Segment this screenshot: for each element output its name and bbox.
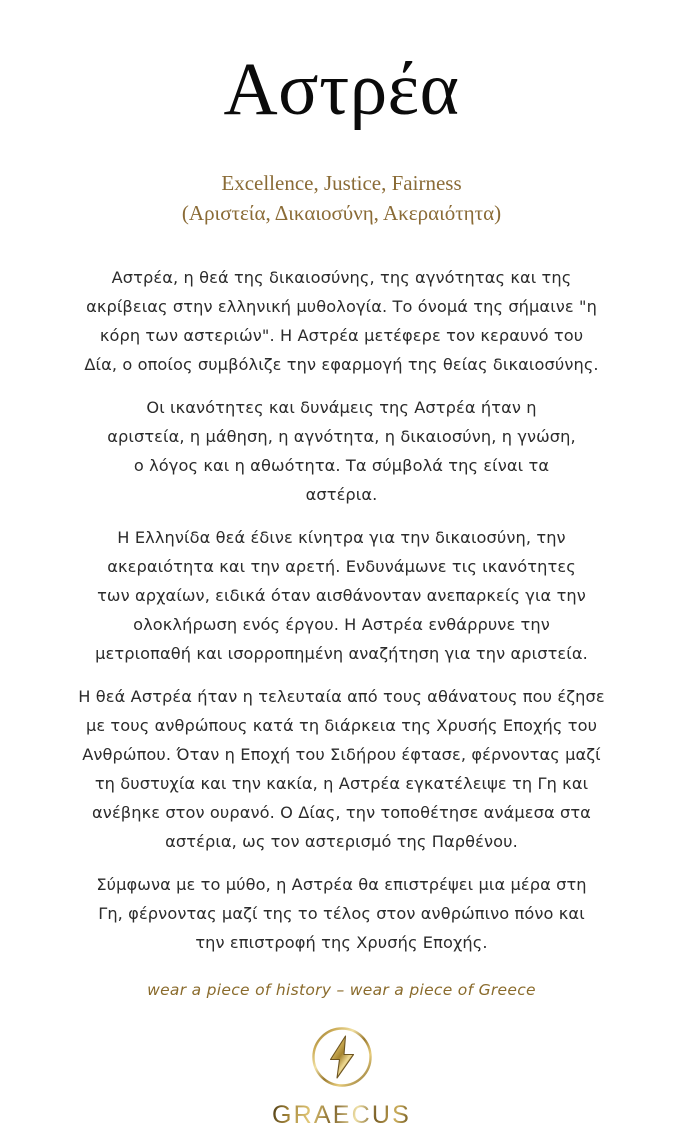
subtitle-english: Excellence, Justice, Fairness: [221, 171, 462, 195]
page-title: Αστρέα: [223, 48, 460, 131]
paragraph-2: Οι ικανότητες και δυνάμεις της Αστρέα ήταν η αριστεία, η μάθηση, η αγνότητα, η δικαιοσύνη, η γνώση, ο λόγος και η αθωότητα. Τα σύμβολά της είναι τα αστέρια.: [107, 397, 576, 504]
paragraph-1: Αστρέα, η θεά της δικαιοσύνης, της αγνότητας και της ακρίβειας στην ελληνική μυθολογία. Το όνομά της σήμαινε "η κόρη των αστεριών". Η Αστρέα μετέφερε τον κεραυνό του Δία, ο οποίος συμβόλιζε την εφαρμογή της θείας δικαιοσύνης.: [84, 267, 599, 374]
subtitle: [0, 169, 683, 229]
brand-wordmark: GRAECUS: [271, 1100, 412, 1129]
brand-tagline: wear a piece of history – wear a piece of Greece: [147, 980, 536, 999]
brand-logo: [0, 1025, 683, 1130]
paragraph-4: Η θεά Αστρέα ήταν η τελευταία από τους αθάνατους που έζησε με τους ανθρώπους κατά τη διάρκεια της Χρυσής Εποχής του Ανθρώπου. Όταν η Εποχή του Σιδήρου έφτασε, φέρνοντας μαζί τη δυστυχία και την κακία, η Αστρέα εγκατέλειψε τη Γη και ανέβηκε στον ουρανό. Ο Δίας, την τοποθέτησε ανάμεσα στα αστέρια, ως τον αστερισμό της Παρθένου.: [78, 686, 605, 851]
lightning-bolt-in-circle-icon: [310, 1025, 374, 1089]
body-copy: [78, 229, 606, 957]
paragraph-5: Σύμφωνα με το μύθο, η Αστρέα θα επιστρέψει μια μέρα στη Γη, φέρνοντας μαζί της το τέλος στον ανθρώπινο πόνο και την επιστροφή της Χρυσής Εποχής.: [96, 874, 587, 952]
subtitle-greek: (Αριστεία, Δικαιοσύνη, Ακεραιότητα): [181, 200, 502, 225]
paragraph-3: Η Ελληνίδα θεά έδινε κίνητρα για την δικαιοσύνη, την ακεραιότητα και την αρετή. Ενδυνάμωνε τις ικανότητες των αρχαίων, ειδικά όταν αισθάνονταν ανεπαρκείς για την ολοκλήρωση ενός έργου. Η Αστρέα ενθάρρυνε την μετριοπαθή και ισορροπημένη αναζήτηση για την αριστεία.: [95, 527, 588, 663]
